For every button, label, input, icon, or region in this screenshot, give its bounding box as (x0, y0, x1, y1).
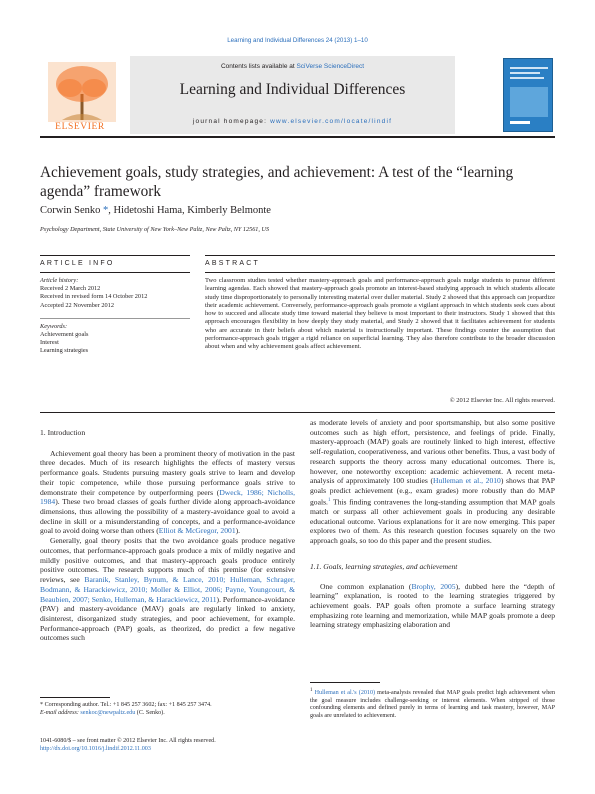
homepage-line (130, 118, 455, 125)
email-label: E-mail address: (40, 709, 81, 716)
abstract-rule-mid (205, 272, 555, 273)
subsection-heading: 1.1. Goals, learning strategies, and achievement (310, 561, 458, 571)
abstract-rule-top (205, 255, 555, 256)
footnote-1 (310, 687, 555, 720)
text-run: ). (235, 526, 241, 536)
subsection-paragraph-1 (310, 582, 555, 631)
first-author: Corwin Senko (40, 205, 101, 216)
article-info-block (40, 277, 190, 356)
accepted-date: Accepted 22 November 2012 (40, 301, 114, 309)
intro-paragraph-1 (40, 449, 295, 536)
article-title: Achievement goals, study strategies, and achievement: A test of the “learning agenda” framework (40, 164, 514, 200)
corresponding-author-mark[interactable]: * (100, 205, 109, 216)
text-run: This finding contravenes the long-standing assumption that MAP goals match or surpass all other achievement goals in producing any desirable educational outcome. Various explanations for it are now emerging. This paper explores two of them. As this research question focuses squarely on the two approach goals, so too do this paper and the present studies. (310, 497, 555, 546)
front-matter (40, 738, 295, 754)
footnote-text: meta-analysis revealed that MAP goals predict high achievement when the goal measure includes challenge-seeking or interest elements. When stripped of those confounding elements and defined purely in terms of learning and task mastery, however, MAP goals are unrelated to achievement. (310, 690, 556, 719)
abstract-text: Two classroom studies tested whether mastery-approach goals and performance-approach goals nudge students to pursue different learning agendas. Each showed that mastery-approach goals promote an interest-based studying approach in which students allocate study time disproportionately to personally interesting material over duller material. Study 2 showed that this approach can jeopardize their academic achievement. Conversely, performance-approach goals promote a vigilant approach in which students seek cues about how to succeed and allocate study time toward material they believe is most important to their instructors. Study 1 showed that this approach encourages flexibility in how deeply they study material, and Study 2 showed that it facilitates achievement for students who are accurate in their beliefs about which material is instructionally important. These findings counter the assumption that performance-approach goals trigger a rigid reliance on superficial learning. They also therefore contribute to the broader discussion about when and why achievement goals affect achievement. (205, 277, 555, 350)
section-heading-introduction: 1. Introduction (40, 428, 86, 437)
citation-link[interactable]: Elliot & McGregor, 2001 (158, 526, 236, 536)
history-label: Article history: (40, 277, 79, 284)
author-list (40, 205, 271, 216)
citation-link[interactable]: Hulleman et al., 2010 (432, 476, 501, 486)
doi-link[interactable]: http://dx.doi.org/10.1016/j.lindif.2012.11.003 (40, 745, 151, 752)
running-head (0, 37, 595, 44)
article-info-rule-top (40, 255, 190, 256)
affiliation: Psychology Department, State University of New York–New Paltz, New Paltz, NY 12561, US (40, 226, 270, 233)
citation-link[interactable]: Baranik, Stanley, Bynum, & Lance, 2010; Hulleman, Schrager, Bodmann, & Harackiewicz, 2010; Moller & Elliot, 2006; Payne, Youngcourt, & Beaubien, 2007; Senko, Hulleman, & Harackiewicz, 2011 (40, 575, 295, 604)
abstract-copyright: © 2012 Elsevier Inc. All rights reserved. (449, 397, 555, 404)
corresponding-author-footnote (40, 702, 295, 717)
footnote-ref[interactable]: 1 (327, 497, 331, 503)
footnote-marker: 1 (310, 688, 313, 693)
text-run: ), dubbed here the “depth of learning” explanation, is rooted to the learning strategies triggered by achievement goals. PAP goals often promote a surface learning strategy emphasizing rote learning and memorization, while MAP goals promote a deep learning strategy emphasizing elaboration and (310, 581, 556, 630)
text-run: ). Performance-avoidance (PAV) and mastery-avoidance (MAV) goals are regularly linked to anxiety, disinterest, disorganized study strategies, and poor achievement, for example. Performance-approach (PAP) goals, as theorized, do predict a few negative outcomes such (40, 594, 295, 643)
text-run: ) shows that PAP goals predict achievement (e.g., exam grades) more robustly than do MAP goals. (310, 476, 555, 507)
footnote-rule-right (310, 682, 380, 683)
body-left-column (40, 428, 295, 643)
email-suffix: (C. Senko). (135, 709, 165, 716)
email-link[interactable]: senkoc@newpaltz.edu (80, 709, 136, 716)
contents-prefix: Contents lists available at (220, 63, 297, 70)
journal-masthead (40, 56, 555, 138)
keywords-label: Keywords: (40, 322, 68, 330)
keyword: Interest (40, 339, 59, 347)
revised-date: Received in revised form 14 October 2012 (40, 293, 148, 301)
corresponding-author-contact: * Corresponding author. Tel.: +1 845 257 3602; fax: +1 845 257 3474. (40, 702, 212, 708)
intro-paragraph-3 (310, 418, 555, 546)
issn-line: 1041-6080/$ – see front matter © 2012 Elsevier Inc. All rights reserved. (40, 738, 216, 744)
homepage-prefix: journal homepage: (192, 118, 271, 125)
text-run: One common explanation ( (320, 581, 412, 591)
coauthors: , Hidetoshi Hama, Kimberly Belmonte (108, 205, 271, 216)
citation-link[interactable]: Dweck, 1986; Nicholls, 1984 (40, 487, 296, 507)
intro-paragraph-2 (40, 536, 295, 643)
citation-link[interactable]: Hulleman et al.'s (2010) (314, 690, 376, 697)
citation-link[interactable]: Brophy, 2005 (411, 581, 456, 591)
homepage-link[interactable]: www.elsevier.com/locate/lindif (270, 118, 393, 125)
email-line (40, 710, 295, 718)
article-info-heading: ARTICLE INFO (40, 260, 115, 267)
text-run: as moderate levels of anxiety and poor sportsmanship, but also some positive outcomes such as high effort, persistence, and feelings of pride. Finally, mastery-approach (MAP) goals are routinely linked to high interest, effective self-regulation, cooperativeness, and various other benefits. Thus, a vast body of research supports the theory across many educational outcomes. There is, however, one noteworthy exception: academic achievement. A recent meta-analysis of approximately 100 studies ( (310, 418, 555, 486)
text-run: Generally, goal theory posits that the two avoidance goals produce negative outcomes, that performance-approach goals produce a mix of mildly negative and mildly positive outcomes, and that mastery-approach goals produce entirely positive outcomes. The research supports much of this premise (for extensive reviews, see (40, 536, 295, 585)
journal-name: Learning and Individual Differences (179, 81, 406, 98)
article-info-rule-mid (40, 272, 190, 273)
abstract-rule-bottom (40, 412, 555, 413)
publisher-name: ELSEVIER (55, 122, 105, 132)
abstract-heading: ABSTRACT (205, 260, 260, 267)
keyword: Achievement goals (40, 331, 89, 339)
running-head-link[interactable]: Learning and Individual Differences 24 (2013) 1–10 (227, 37, 368, 44)
masthead-banner (130, 56, 455, 134)
body-right-column (310, 418, 555, 630)
text-run: ). These two broad classes of goals further divide along approach-avoidance dimensions, thus allowing the possibility of a mastery-avoidance goal to avoid a decline in skill or a misunderstanding of concepts, and a performance-avoidance goal to avoid doing worse than others ( (40, 497, 295, 536)
footnote-rule-left (40, 697, 110, 698)
contents-line (130, 63, 455, 70)
keywords-rule (40, 318, 190, 319)
keyword: Learning strategies (40, 347, 89, 355)
text-run: Achievement goal theory has been a prominent theory of motivation in the past three decades. Much of its research highlights the effects of mastery versus performance goals. Students pursuing mastery goals strive to learn and develop their topic competence, while those pursuing performance goals strive to demonstrate their competence by outperforming peers ( (40, 448, 295, 497)
journal-cover-thumbnail (503, 58, 553, 132)
received-date: Received 2 March 2012 (40, 285, 101, 293)
sciencedirect-link[interactable]: SciVerse ScienceDirect (296, 63, 365, 70)
